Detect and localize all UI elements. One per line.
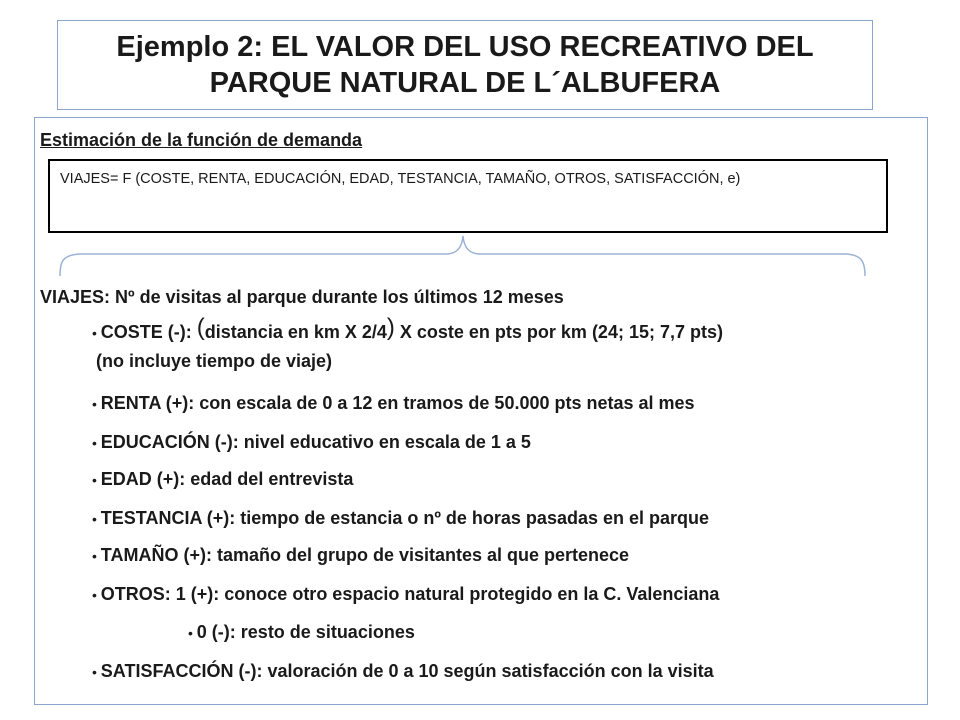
title-box [57, 20, 873, 110]
bullet-coste [92, 314, 723, 344]
bullet-educacion [92, 431, 531, 454]
otros-resto-text: 0 (-): resto de situaciones [196, 622, 415, 642]
viajes-definition: VIAJES: Nº de visitas al parque durante los últimos 12 meses [40, 287, 564, 307]
coste-label: COSTE (-): [100, 322, 197, 342]
satisfaccion-text: SATISFACCIÓN (-): valoración de 0 a 10 según satisfacción con la visita [100, 661, 714, 681]
demand-formula-box: VIAJES= F (COSTE, RENTA, EDUCACIÓN, EDAD, TESTANCIA, TAMAÑO, OTROS, SATISFACCIÓN, e) [48, 159, 888, 233]
coste-rate: X coste en pts por km (24; 15; 7,7 pts) [394, 322, 723, 342]
open-paren: ( [196, 314, 205, 341]
bullet-edad [92, 468, 353, 491]
coste-distance: distancia en km X 2/4 [204, 322, 387, 342]
title-line-2: PARQUE NATURAL DE L´ALBUFERA [209, 67, 721, 99]
bullet-satisfaccion [92, 660, 714, 683]
bullet-tamano [92, 544, 629, 567]
bullet-otros [92, 583, 719, 606]
otros-text: OTROS: 1 (+): conoce otro espacio natural protegido en la C. Valenciana [100, 584, 720, 604]
close-paren: ) [386, 314, 395, 341]
tamano-text: TAMAÑO (+): tamaño del grupo de visitantes al que pertenece [100, 545, 630, 565]
bullet-testancia [92, 507, 709, 530]
coste-note: (no incluye tiempo de viaje) [96, 351, 333, 371]
bullet-renta [92, 392, 695, 415]
bullet-otros-resto [188, 621, 415, 644]
renta-text: RENTA (+): con escala de 0 a 12 en tramos de 50.000 pts netas al mes [100, 393, 695, 413]
educacion-text: EDUCACIÓN (-): nivel educativo en escala de 1 a 5 [100, 432, 531, 452]
title-line-1: Ejemplo 2: EL VALOR DEL USO RECREATIVO DEL [116, 31, 814, 63]
section-subtitle: Estimación de la función de demanda [40, 130, 363, 150]
testancia-text: TESTANCIA (+): tiempo de estancia o nº de horas pasadas en el parque [100, 508, 710, 528]
edad-text: EDAD (+): edad del entrevista [100, 469, 354, 489]
